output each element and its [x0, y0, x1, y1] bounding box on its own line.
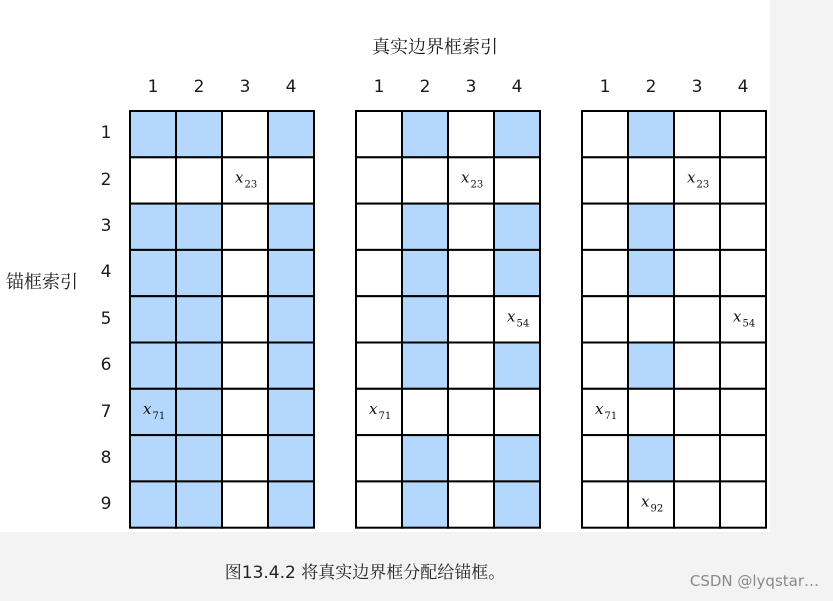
matrix-cell: [448, 435, 494, 481]
matrix-cell: [628, 296, 674, 342]
matrix-grid: [582, 111, 768, 529]
matrix-cell-highlighted: [494, 111, 540, 157]
matrix-cell: [582, 343, 628, 389]
matrix-cell-highlighted: [176, 343, 222, 389]
matrix-cell: [628, 389, 674, 435]
matrix-cell: [582, 157, 628, 203]
matrix-cell-highlighted: [176, 204, 222, 250]
matrix-cell-highlighted: [402, 481, 448, 527]
matrix-cell: [356, 296, 402, 342]
matrix-cell: [222, 250, 268, 296]
matrix-cell: [356, 111, 402, 157]
matrix-cell-highlighted: [628, 435, 674, 481]
column-label: 4: [285, 77, 297, 97]
matrix-cell: [130, 157, 176, 203]
cell-label: $x_{54}$: [733, 307, 756, 330]
assignment-matrix-2: [356, 111, 542, 529]
column-label: 1: [147, 77, 159, 97]
cell-label: $x_{23}$: [687, 168, 710, 191]
matrix-cell-highlighted: [494, 250, 540, 296]
matrix-cell: [176, 157, 222, 203]
column-label: 3: [465, 77, 477, 97]
matrix-cell-highlighted: [628, 343, 674, 389]
matrix-cell-highlighted: [268, 389, 314, 435]
matrix-cell: [582, 435, 628, 481]
matrix-cell-highlighted: [402, 296, 448, 342]
row-label: 2: [100, 170, 112, 190]
matrix-cell-highlighted: [130, 435, 176, 481]
cell-label: $x_{71}$: [143, 399, 166, 422]
row-label: 6: [100, 355, 112, 375]
matrix-cell: [268, 157, 314, 203]
matrix-grid: [356, 111, 542, 529]
row-label: 4: [100, 262, 112, 282]
matrix-cell: [720, 250, 766, 296]
matrix-cell-highlighted: [628, 204, 674, 250]
matrix-cell: [720, 389, 766, 435]
matrix-cell: [720, 204, 766, 250]
cell-label: $x_{92}$: [641, 492, 664, 515]
matrix-cell: [222, 481, 268, 527]
column-label: 2: [419, 77, 431, 97]
matrix-cell-highlighted: [176, 481, 222, 527]
matrix-cell: [356, 343, 402, 389]
row-label: 7: [100, 402, 112, 422]
matrix-cell-highlighted: [402, 343, 448, 389]
matrix-cell-highlighted: [494, 481, 540, 527]
matrix-cell: [448, 111, 494, 157]
matrix-cell-highlighted: [628, 250, 674, 296]
matrix-cell: [674, 111, 720, 157]
matrix-cell: [356, 250, 402, 296]
matrix-cell-highlighted: [402, 250, 448, 296]
matrix-cell: [674, 435, 720, 481]
column-label: 4: [737, 77, 749, 97]
matrix-cell: [720, 435, 766, 481]
column-label: 1: [373, 77, 385, 97]
row-label: 3: [100, 216, 112, 236]
matrix-cell-highlighted: [130, 250, 176, 296]
matrix-cell: [356, 157, 402, 203]
matrix-cell: [720, 343, 766, 389]
column-label: 2: [645, 77, 657, 97]
matrix-cell: [720, 481, 766, 527]
cell-label: $x_{54}$: [507, 307, 530, 330]
matrix-cell-highlighted: [130, 343, 176, 389]
matrix-cell-highlighted: [628, 111, 674, 157]
matrix-cell: [582, 481, 628, 527]
matrix-cell: [674, 481, 720, 527]
matrix-cell: [720, 157, 766, 203]
matrix-cell-highlighted: [176, 250, 222, 296]
matrix-cell: [674, 204, 720, 250]
matrix-cell-highlighted: [268, 204, 314, 250]
matrix-cell-highlighted: [494, 204, 540, 250]
column-label: 3: [691, 77, 703, 97]
matrix-cell-highlighted: [402, 204, 448, 250]
matrix-cell-highlighted: [268, 250, 314, 296]
column-label: 4: [511, 77, 523, 97]
matrix-cell: [582, 296, 628, 342]
row-label: 8: [100, 448, 112, 468]
matrix-cell-highlighted: [402, 435, 448, 481]
matrix-cell-highlighted: [268, 111, 314, 157]
row-label: 1: [100, 123, 112, 143]
matrix-cell: [494, 157, 540, 203]
matrix-cell-highlighted: [176, 111, 222, 157]
row-label: 9: [100, 494, 112, 514]
matrix-cell-highlighted: [268, 435, 314, 481]
matrix-cell: [448, 296, 494, 342]
cell-label: $x_{23}$: [235, 168, 258, 191]
matrix-cell: [448, 204, 494, 250]
cell-label: $x_{71}$: [595, 399, 618, 422]
matrix-cell: [222, 343, 268, 389]
matrix-cell-highlighted: [176, 435, 222, 481]
matrix-cell: [402, 389, 448, 435]
matrix-cell: [222, 204, 268, 250]
matrix-cell-highlighted: [268, 296, 314, 342]
matrix-cell: [356, 481, 402, 527]
column-label: 2: [193, 77, 205, 97]
matrix-cell: [448, 343, 494, 389]
matrix-cell-highlighted: [130, 204, 176, 250]
matrix-cell: [222, 435, 268, 481]
matrix-cell-highlighted: [176, 296, 222, 342]
row-label: 5: [100, 309, 112, 329]
cell-label: $x_{71}$: [369, 399, 392, 422]
matrix-cell-highlighted: [130, 296, 176, 342]
matrix-cell-highlighted: [130, 481, 176, 527]
matrix-cell: [720, 111, 766, 157]
matrix-cell: [356, 435, 402, 481]
assignment-matrix-1: [130, 111, 316, 529]
matrix-cell: [356, 204, 402, 250]
matrix-cell: [628, 157, 674, 203]
watermark: CSDN @lyqstar…: [689, 572, 819, 590]
matrix-cell: [582, 111, 628, 157]
matrix-cell: [448, 481, 494, 527]
matrix-cell: [222, 296, 268, 342]
figure-caption: 图13.4.2 将真实边界框分配给锚框。: [224, 563, 506, 583]
matrix-cell: [674, 343, 720, 389]
matrix-cell: [582, 204, 628, 250]
matrix-cell: [674, 389, 720, 435]
matrix-cell-highlighted: [494, 435, 540, 481]
matrix-cell-highlighted: [494, 343, 540, 389]
assignment-matrix-3: [582, 111, 768, 529]
matrix-cell-highlighted: [268, 481, 314, 527]
cell-label: $x_{23}$: [461, 168, 484, 191]
matrix-cell: [222, 111, 268, 157]
matrix-cell: [582, 250, 628, 296]
matrix-cell: [674, 250, 720, 296]
matrix-cell-highlighted: [268, 343, 314, 389]
matrix-cell-highlighted: [176, 389, 222, 435]
matrix-cell: [674, 296, 720, 342]
column-label: 1: [599, 77, 611, 97]
matrix-cell-highlighted: [130, 111, 176, 157]
matrix-cell: [222, 389, 268, 435]
matrix-cell: [448, 250, 494, 296]
matrix-cell: [448, 389, 494, 435]
matrix-cell-highlighted: [402, 111, 448, 157]
matrix-grid: [130, 111, 316, 529]
top-axis-title: 真实边界框索引: [372, 37, 498, 58]
left-axis-title: 锚框索引: [6, 272, 78, 293]
matrix-cell: [494, 389, 540, 435]
matrix-cell: [402, 157, 448, 203]
column-label: 3: [239, 77, 251, 97]
